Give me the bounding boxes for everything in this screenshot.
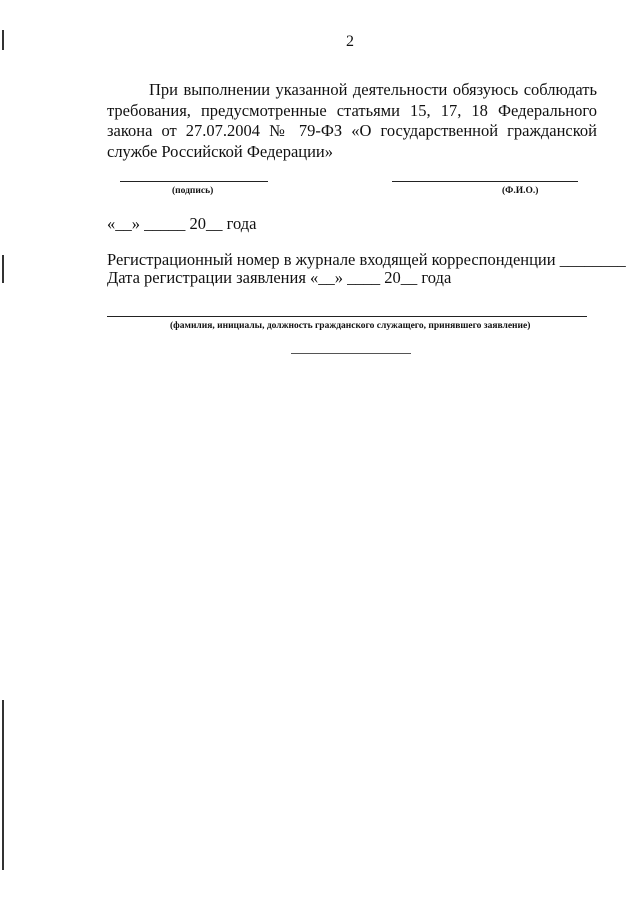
official-caption: (фамилия, инициалы, должность гражданского служащего, принявшего заявление) — [170, 321, 531, 331]
page-number: 2 — [346, 33, 354, 50]
commitment-paragraph — [107, 80, 597, 162]
signature-label: (подпись) — [172, 186, 214, 196]
scan-mark — [2, 700, 4, 870]
date-line: «__» _____ 20__ года — [107, 214, 257, 233]
scan-mark — [2, 30, 4, 50]
end-divider — [291, 353, 411, 354]
registration-date: Дата регистрации заявления «__» ____ 20__ года — [107, 268, 452, 287]
signature-line — [120, 181, 268, 182]
official-line — [107, 316, 587, 317]
fio-label: (Ф.И.О.) — [502, 186, 539, 196]
registration-number: Регистрационный номер в журнале входящей корреспонденции ________ — [107, 250, 626, 269]
fio-line — [392, 181, 578, 182]
commitment-text: При выполнении указанной деятельности обязуюсь соблюдать требования, предусмотренные статьями 15, 17, 18 Федерального закона от 27.07.2004 № 79-ФЗ «О государственной гражданской службе Российской Федерации» — [107, 80, 597, 161]
scan-mark — [2, 255, 4, 283]
